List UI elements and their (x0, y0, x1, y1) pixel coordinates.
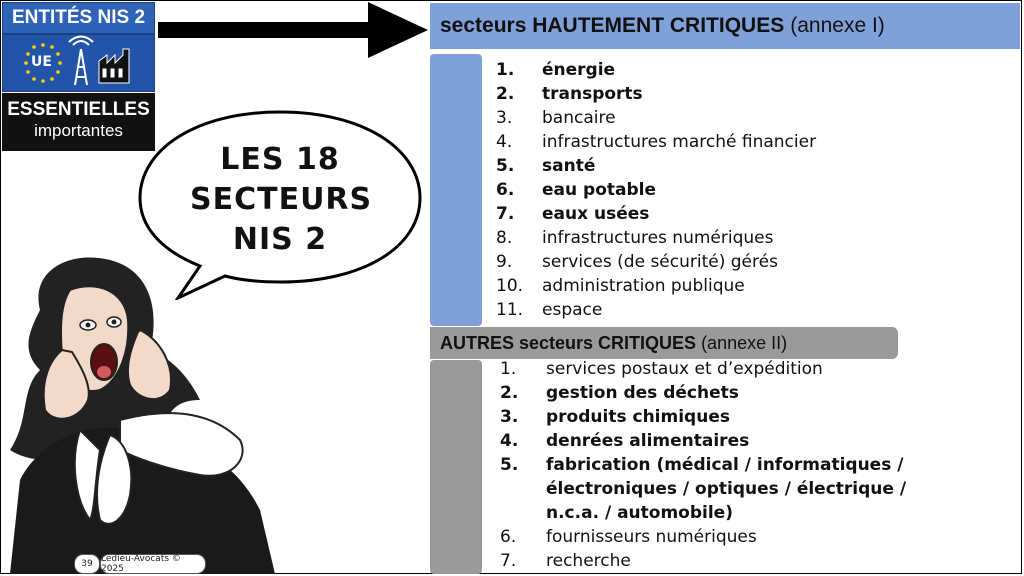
page-number: 39 (74, 554, 100, 574)
entity-type-primary: ESSENTIELLES (7, 99, 150, 120)
list-item-number: 8. (496, 228, 513, 248)
list-item (496, 226, 816, 250)
list-item (496, 298, 816, 322)
list-item-number: 5. (500, 455, 519, 475)
right-arrow-icon (158, 0, 430, 62)
badge-title: ENTITÉS NIS 2 (2, 2, 155, 34)
eu-flag-icon (3, 35, 154, 91)
list-item-text: fournisseurs numériques (546, 527, 757, 547)
list-item-number: 11. (496, 300, 524, 320)
copyright-label: Ledieu-Avocats © 2025 (100, 554, 206, 574)
list-item-text: gestion des déchets (546, 383, 739, 403)
list-item (496, 154, 816, 178)
list-item-number: 7. (500, 551, 517, 571)
bubble-line-1: LES 18 (220, 142, 340, 177)
list-item-text: transports (542, 84, 643, 104)
list-item (496, 130, 816, 154)
list-item (500, 357, 946, 381)
list-item-text: denrées alimentaires (546, 431, 750, 451)
list-item (500, 525, 946, 549)
list-item-number: 5. (496, 156, 515, 176)
section-1-header (430, 3, 1020, 49)
list-item-number: 1. (496, 60, 515, 80)
list-item-text: produits chimiques (546, 407, 730, 427)
list-item-number: 6. (496, 180, 515, 200)
list-item (496, 58, 816, 82)
list-item (496, 82, 816, 106)
list-item (496, 106, 816, 130)
eu-label: UE (31, 54, 52, 70)
list-item-number: 6. (500, 527, 517, 547)
list-item-text: administration publique (542, 276, 745, 296)
section-2-header (430, 327, 898, 359)
list-item-number: 4. (500, 431, 519, 451)
list-item-number: 2. (500, 383, 519, 403)
list-item-text: infrastructures marché financier (542, 132, 817, 152)
list-item (500, 405, 946, 429)
eu-emblem (2, 34, 155, 92)
section-1-list (496, 58, 816, 322)
list-item-text: eaux usées (542, 204, 650, 224)
list-item-number: 3. (496, 108, 513, 128)
bubble-line-2: SECTEURS (190, 182, 373, 217)
list-item-text: espace (542, 300, 603, 320)
entity-type-secondary: importantes (34, 121, 123, 140)
list-item (500, 549, 946, 573)
section-2-list (500, 357, 946, 573)
list-item-text: recherche (546, 551, 631, 571)
right-hand (128, 330, 171, 399)
list-item-text: bancaire (542, 108, 616, 128)
list-item (496, 250, 816, 274)
section-2-title: AUTRES secteurs CRITIQUES (440, 332, 697, 353)
section-1-side-bar (430, 54, 482, 326)
list-item (500, 429, 946, 453)
list-item (500, 453, 946, 525)
section-1-title: secteurs HAUTEMENT CRITIQUES (440, 14, 785, 37)
section-1-annex: (annexe I) (790, 14, 885, 37)
list-item (496, 178, 816, 202)
list-item-text: santé (542, 156, 596, 176)
list-item (500, 381, 946, 405)
list-item-number: 9. (496, 252, 513, 272)
list-item-text: services (de sécurité) gérés (542, 252, 778, 272)
list-item-text: services postaux et d’expédition (546, 359, 823, 379)
list-item-number: 7. (496, 204, 515, 224)
list-item-number: 10. (496, 276, 524, 296)
list-item-text: infrastructures numériques (542, 228, 774, 248)
shouting-lawyer-illustration (0, 250, 290, 574)
list-item (496, 274, 816, 298)
list-item-number: 2. (496, 84, 515, 104)
list-item-text: énergie (542, 60, 616, 80)
list-item (496, 202, 816, 226)
list-item-number: 3. (500, 407, 519, 427)
list-item-text: eau potable (542, 180, 656, 200)
section-2-annex: (annexe II) (701, 332, 788, 353)
list-item-number: 1. (500, 359, 517, 379)
section-2-side-bar (430, 360, 482, 574)
bubble-line-3: NIS 2 (232, 222, 328, 257)
bubble-text (190, 140, 373, 260)
list-item-number: 4. (496, 132, 513, 152)
list-item-text: fabrication (médical / informatiques / électroniques / optiques / électrique / n.c.a. / automobile) (546, 455, 907, 523)
